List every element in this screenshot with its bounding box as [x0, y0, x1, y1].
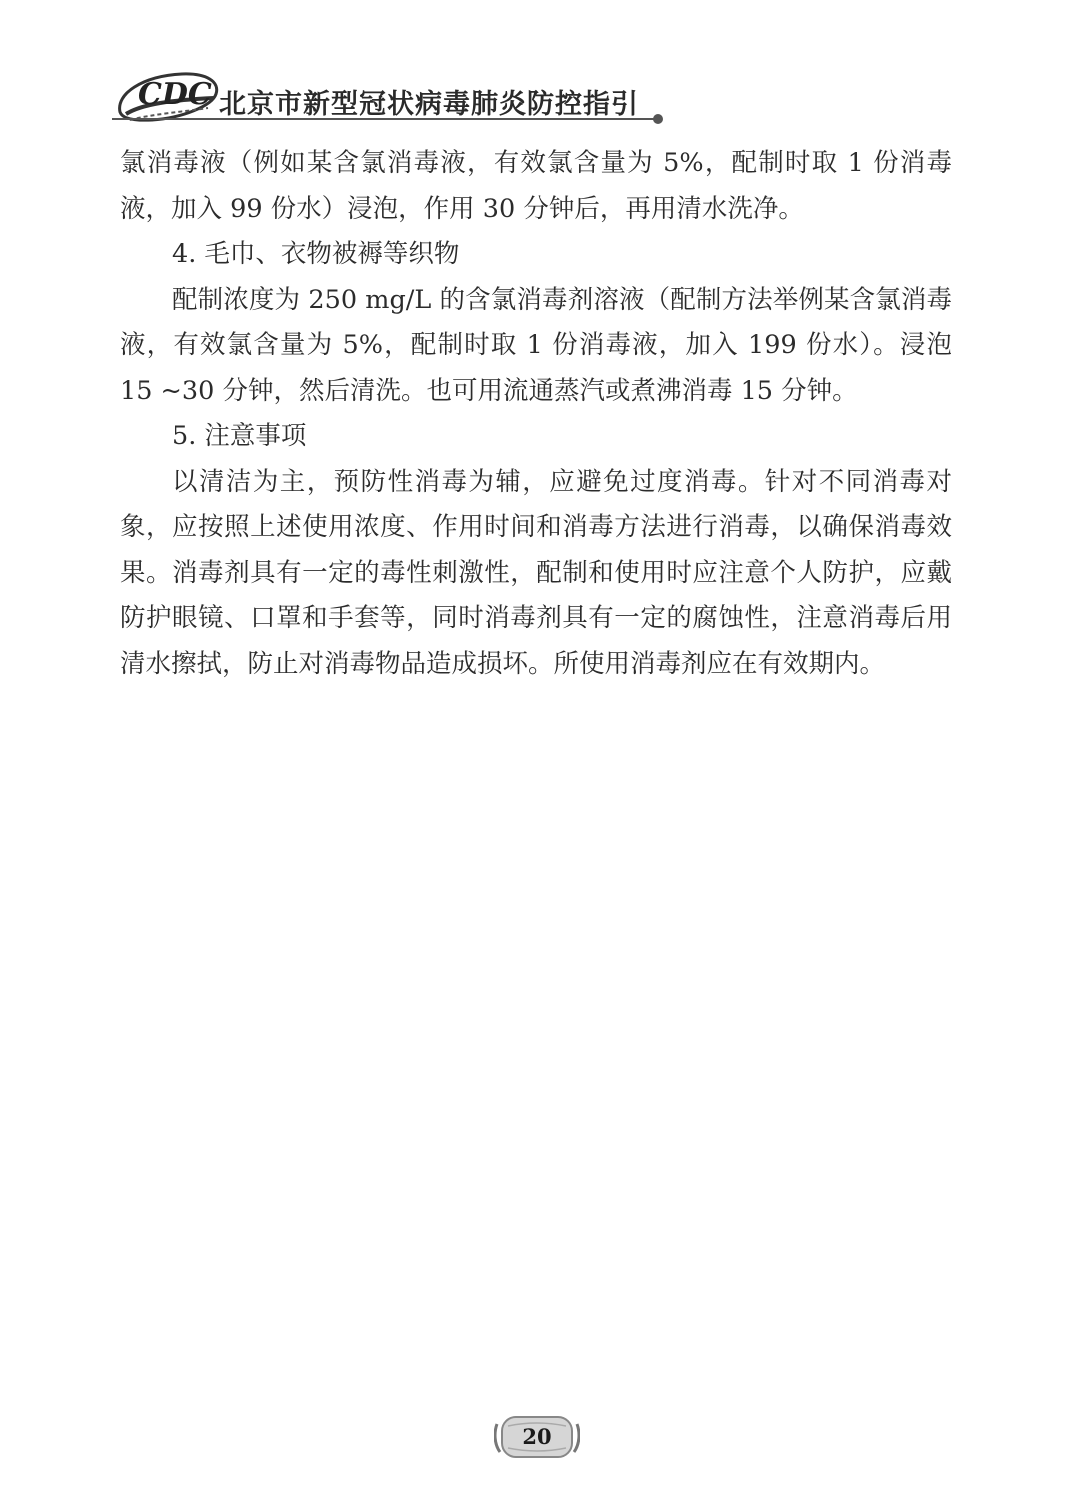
paragraph-notes: 以清洁为主，预防性消毒为辅，应避免过度消毒。针对不同消毒对象，应按照上述使用浓度、作用时间和消毒方法进行消毒，以确保消毒效果。消毒剂具有一定的毒性刺激性，配制和使用时应注意个人防护，应戴防护眼镜、口罩和手套等，同时消毒剂具有一定的腐蚀性，注意消毒后用清水擦拭，防止对消毒物品造成损坏。所使用消毒剂应在有效期内。: [120, 466, 952, 679]
section-heading-notes: 5. 注意事项: [172, 421, 307, 451]
page-number: 20: [522, 1424, 552, 1449]
paragraph-textiles: 配制浓度为 250 mg/L 的含氯消毒剂溶液（配制方法举例某含氯消毒液，有效氯含量为 5%，配制时取 1 份消毒液，加入 199 份水）。浸泡 15 ~30 分钟，然后清洗。也可用流通蒸汽或煮沸消毒 15 分钟。: [120, 284, 952, 406]
header-title: 北京市新型冠状病毒肺炎防控指引: [219, 89, 639, 120]
cdc-logo: [112, 64, 222, 130]
header-rule-dot: [653, 114, 663, 124]
page-body: [120, 141, 952, 687]
paragraph-continuation: 氯消毒液（例如某含氯消毒液，有效氯含量为 5%，配制时取 1 份消毒液，加入 99 份水）浸泡，作用 30 分钟后，再用清水洗净。: [120, 148, 952, 224]
page-header: [112, 64, 672, 132]
header-rule: [112, 118, 658, 120]
page-number-badge: [494, 1412, 580, 1462]
section-heading-textiles: 4. 毛巾、衣物被褥等织物: [172, 239, 460, 269]
svg-text:CDC: CDC: [138, 77, 212, 112]
